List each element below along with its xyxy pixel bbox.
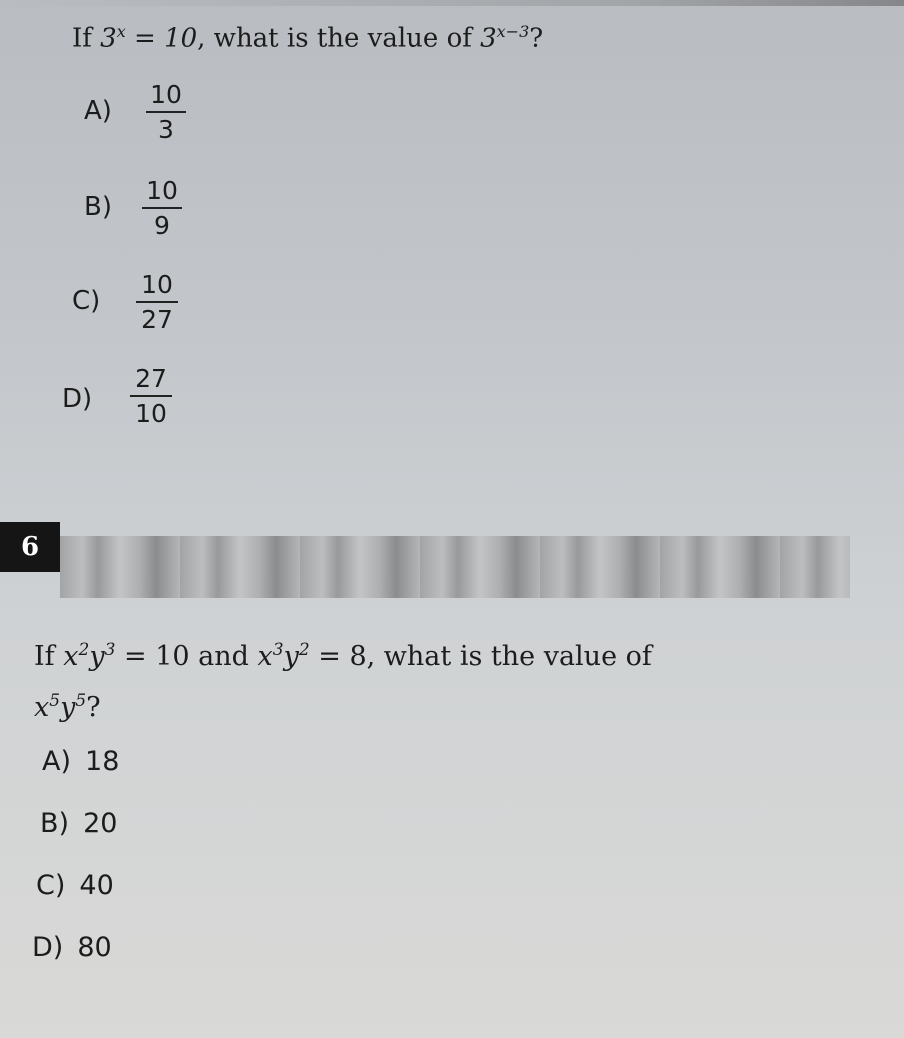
question-1-stem xyxy=(72,22,543,54)
q2-eq2-rhs: = 8 xyxy=(309,641,367,672)
q1-prefix: If xyxy=(72,23,101,54)
question-2-stem xyxy=(34,628,834,730)
q2-eq1-lhs: $x^2y^3$ xyxy=(63,640,116,672)
q2-option-a[interactable] xyxy=(42,746,119,777)
question-number-badge: 6 xyxy=(0,522,60,572)
question-banner-stripe xyxy=(60,536,850,598)
q2-option-b[interactable] xyxy=(40,808,117,839)
q1-target-base: 3 xyxy=(480,23,497,54)
q1-option-c[interactable] xyxy=(72,286,100,316)
denominator: 3 xyxy=(158,115,174,144)
option-letter: B) xyxy=(40,808,70,839)
q2-eq1-rhs: = 10 xyxy=(115,641,190,672)
option-letter: D) xyxy=(32,932,64,963)
q1-target-exponent: x−3 xyxy=(496,22,530,41)
fraction-bar xyxy=(136,301,178,303)
option-value: 20 xyxy=(83,808,118,839)
q2-option-d[interactable] xyxy=(32,932,112,963)
option-letter: A) xyxy=(42,746,72,777)
q1-option-a[interactable] xyxy=(84,96,112,126)
q1-middle: , what is the value of xyxy=(197,23,481,54)
q1-option-b-fraction xyxy=(142,176,182,240)
q1-eq-base: 3 xyxy=(100,23,117,54)
q2-option-c[interactable] xyxy=(36,870,114,901)
q2-if: If xyxy=(34,641,64,672)
option-letter: C) xyxy=(72,286,101,316)
numerator: 27 xyxy=(135,364,167,393)
q2-tail: , what is the value of xyxy=(366,641,652,672)
q2-eq2-lhs: $x^3y^2$ xyxy=(257,640,310,672)
fraction-bar xyxy=(130,395,172,397)
q1-eq-exponent: x xyxy=(116,22,126,41)
q2-qmark: ? xyxy=(86,692,101,723)
option-value: 80 xyxy=(77,932,112,963)
q1-suffix: ? xyxy=(529,23,544,54)
q2-and: and xyxy=(189,641,258,672)
q2-target-expression: $x^5y^5$ xyxy=(34,691,87,723)
numerator: 10 xyxy=(150,80,182,109)
q1-option-b[interactable] xyxy=(84,192,112,222)
option-value: 40 xyxy=(79,870,114,901)
q1-option-d[interactable] xyxy=(62,384,92,414)
numerator: 10 xyxy=(146,176,178,205)
numerator: 10 xyxy=(141,270,173,299)
option-letter: D) xyxy=(62,384,93,414)
q1-option-d-fraction xyxy=(130,364,172,428)
option-value: 18 xyxy=(85,746,120,777)
q1-option-c-fraction xyxy=(136,270,178,334)
q1-eq-rest: = 10 xyxy=(125,23,198,54)
page-edge-shadow xyxy=(0,0,904,6)
denominator: 27 xyxy=(141,305,173,334)
fraction-bar xyxy=(142,207,182,209)
denominator: 9 xyxy=(154,211,170,240)
option-letter: C) xyxy=(36,870,66,901)
option-letter: A) xyxy=(84,96,112,126)
q1-option-a-fraction xyxy=(146,80,186,144)
option-letter: B) xyxy=(84,192,112,222)
fraction-bar xyxy=(146,111,186,113)
denominator: 10 xyxy=(135,399,167,428)
